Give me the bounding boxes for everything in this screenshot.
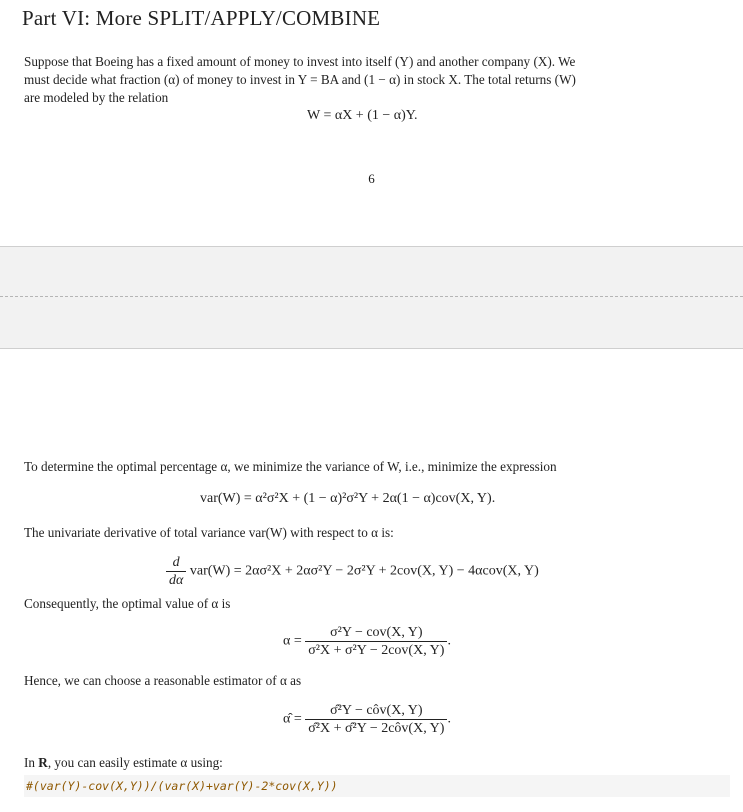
page-number: 6: [368, 171, 375, 186]
page-break-divider: [0, 296, 743, 297]
optimal-alpha-fraction: [305, 624, 447, 659]
optimal-value-text: Consequently, the optimal value of α is: [24, 596, 231, 611]
intro-line-1: Suppose that Boeing has a fixed amount of money to invest into itself (Y) and another company (X). We: [24, 54, 576, 69]
variance-equation: var(W) = α²σ²X + (1 − α)²σ²Y + 2α(1 − α)cov(X, Y).: [200, 491, 496, 506]
code-block: #(var(Y)-cov(X,Y))/(var(X)+var(Y)-2*cov(X,Y)): [24, 775, 730, 797]
estimator-equation: α̂ = $\frac{\text{σ̂²Y − côv(X, Y)}}{\text{σ̂²X + σ̂²Y − 2côv(X, Y)}}$ .: [283, 703, 451, 736]
optimal-alpha-denominator: σ²X + σ²Y − 2cov(X, Y): [308, 643, 445, 658]
returns-equation: W = αX + (1 − α)Y.: [307, 108, 418, 123]
optimal-alpha-lhs: α =: [283, 633, 302, 649]
page-title: Part VI: More SPLIT/APPLY/COMBINE: [22, 6, 381, 30]
page-gap: [0, 246, 743, 349]
variance-intro-text: To determine the optimal percentage α, we minimize the variance of W, i.e., minimize the expression: [24, 459, 557, 474]
optimal-alpha-equation: α = $\frac{\text{σ²Y − cov(X, Y)}}{\text{σ²X + σ²Y − 2cov(X, Y)}}$ .: [283, 625, 451, 658]
intro-line-2: must decide what fraction (α) of money to invest in Y = BA and (1 − α) in stock X. The total returns (W): [24, 72, 576, 87]
intro-line-3: are modeled by the relation: [24, 90, 169, 105]
optimal-alpha-numerator: σ²Y − cov(X, Y): [305, 624, 447, 642]
estimator-numerator: σ̂²Y − côv(X, Y): [305, 702, 447, 720]
derivative-equation: [166, 554, 539, 589]
estimator-lhs: α̂ =: [283, 711, 302, 727]
r-usage-text: In R, you can easily estimate α using:: [24, 755, 223, 770]
estimator-fraction: [305, 702, 447, 737]
r-language-name: R: [38, 755, 48, 770]
estimator-text: Hence, we can choose a reasonable estimator of α as: [24, 673, 302, 688]
derivative-operator: $\frac{d}{d\alpha}$: [166, 554, 186, 589]
estimator-denominator: σ̂²X + σ̂²Y − 2côv(X, Y): [308, 721, 445, 736]
intro-paragraph: [24, 53, 728, 107]
derivative-expression: var(W) = 2ασ²X + 2ασ²Y − 2σ²Y + 2cov(X, Y) − 4αcov(X, Y): [189, 563, 539, 579]
derivative-intro-text: The univariate derivative of total variance var(W) with respect to α is:: [24, 525, 394, 540]
